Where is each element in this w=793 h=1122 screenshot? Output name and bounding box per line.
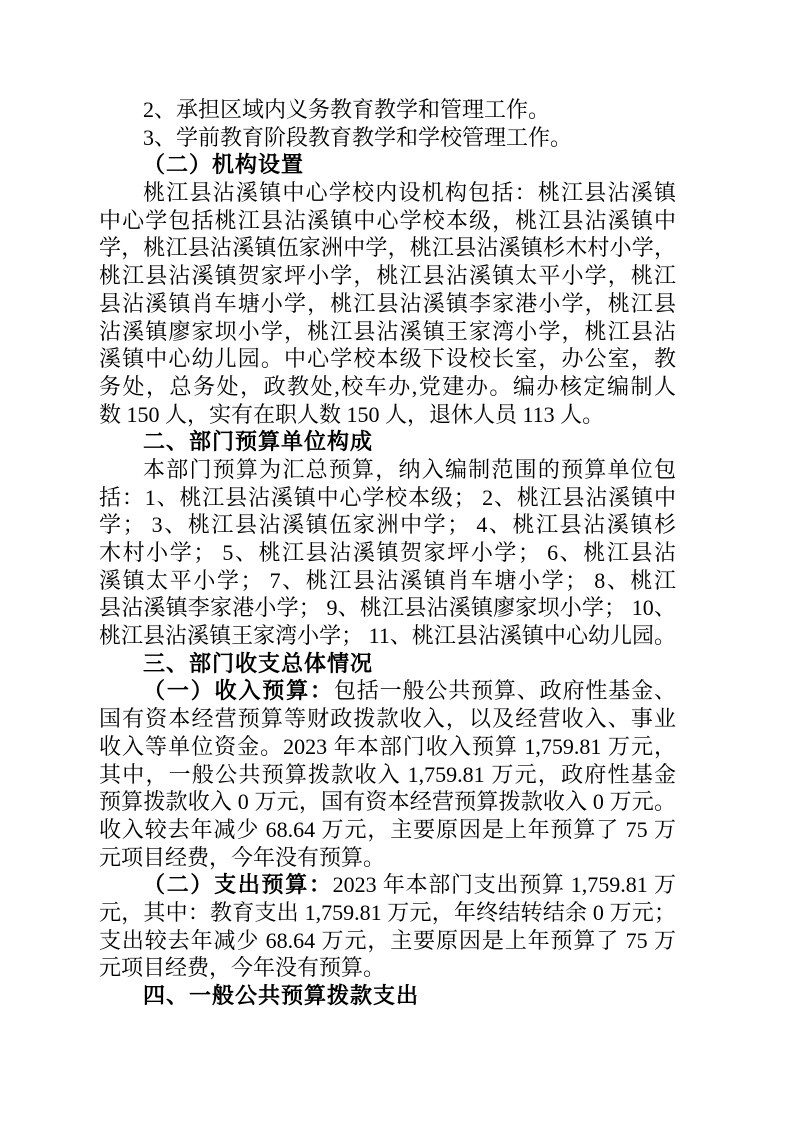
text-line <box>99 871 676 899</box>
run-in-heading: （一）收入预算： <box>143 678 334 704</box>
body-text-run: 包括一般公共预算、政府性基金、 <box>333 678 676 704</box>
text-line <box>99 677 676 705</box>
text-line: 预算拨款收入 0 万元，国有资本经营预算拨款收入 0 万元。 <box>99 789 676 815</box>
text-line: 学； 3、桃江县沾溪镇伍家洲中学； 4、桃江县沾溪镇杉 <box>99 512 676 538</box>
text-line: 支出较去年减少 68.64 万元，主要原因是上年预算了 75 万 <box>99 927 676 953</box>
text-line: 桃江县沾溪镇王家湾小学； 11、桃江县沾溪镇中心幼儿园。 <box>99 623 676 649</box>
text-line: 沾溪镇廖家坝小学，桃江县沾溪镇王家湾小学，桃江县沾 <box>99 318 676 344</box>
text-line: 收入等单位资金。2023 年本部门收入预算 1,759.81 万元， <box>99 733 676 759</box>
text-line: 元项目经费，今年没有预算。 <box>99 955 386 981</box>
text-line: 务处，总务处，政教处,校车办,党建办。编办核定编制人 <box>99 373 676 399</box>
text-line: 溪镇太平小学； 7、桃江县沾溪镇肖车塘小学； 8、桃江 <box>99 567 676 593</box>
text-line: 溪镇中心幼儿园。中心学校本级下设校长室，办公室，教 <box>99 346 676 372</box>
text-line: 县沾溪镇肖车塘小学，桃江县沾溪镇李家港小学，桃江县 <box>99 290 676 316</box>
text-line: 收入较去年减少 68.64 万元，主要原因是上年预算了 75 万 <box>99 816 676 842</box>
text-line: 桃江县沾溪镇贺家坪小学，桃江县沾溪镇太平小学，桃江 <box>99 263 676 289</box>
text-line: 桃江县沾溪镇中心学校内设机构包括：桃江县沾溪镇 <box>143 180 676 206</box>
text-line: 其中，一般公共预算拨款收入 1,759.81 万元，政府性基金 <box>99 761 676 787</box>
list-item: 3、学前教育阶段教育教学和学校管理工作。 <box>143 124 573 150</box>
text-line: 本部门预算为汇总预算，纳入编制范围的预算单位包 <box>143 456 676 482</box>
section-heading: 四、一般公共预算拨款支出 <box>143 983 420 1008</box>
section-heading: 三、部门收支总体情况 <box>143 650 374 676</box>
body-text-run: 2023 年本部门支出预算 1,759.81 万 <box>332 872 676 898</box>
text-line: 中心学包括桃江县沾溪镇中心学校本级，桃江县沾溪镇中 <box>99 207 676 233</box>
section-heading: 二、部门预算单位构成 <box>143 429 374 455</box>
section-heading: （二）机构设置 <box>143 152 305 178</box>
list-item: 2、承担区域内义务教育教学和管理工作。 <box>143 97 551 122</box>
text-line: 学，桃江县沾溪镇伍家洲中学，桃江县沾溪镇杉木村小学， <box>99 235 676 261</box>
text-line: 括：1、桃江县沾溪镇中心学校本级； 2、桃江县沾溪镇中 <box>99 484 676 510</box>
text-line: 元，其中：教育支出 1,759.81 万元，年终结转结余 0 万元； <box>99 899 676 925</box>
document-body <box>99 96 676 1010</box>
text-line: 数 150 人，实有在职人数 150 人，退休人员 113 人。 <box>99 401 605 427</box>
text-line: 元项目经费，今年没有预算。 <box>99 844 386 870</box>
text-line: 国有资本经营预算等财政拨款收入，以及经营收入、事业 <box>99 706 676 732</box>
text-line: 木村小学； 5、桃江县沾溪镇贺家坪小学； 6、桃江县沾 <box>99 540 676 565</box>
run-in-heading: （二）支出预算： <box>143 872 333 898</box>
text-line: 县沾溪镇李家港小学； 9、桃江县沾溪镇廖家坝小学； 10、 <box>99 595 676 621</box>
